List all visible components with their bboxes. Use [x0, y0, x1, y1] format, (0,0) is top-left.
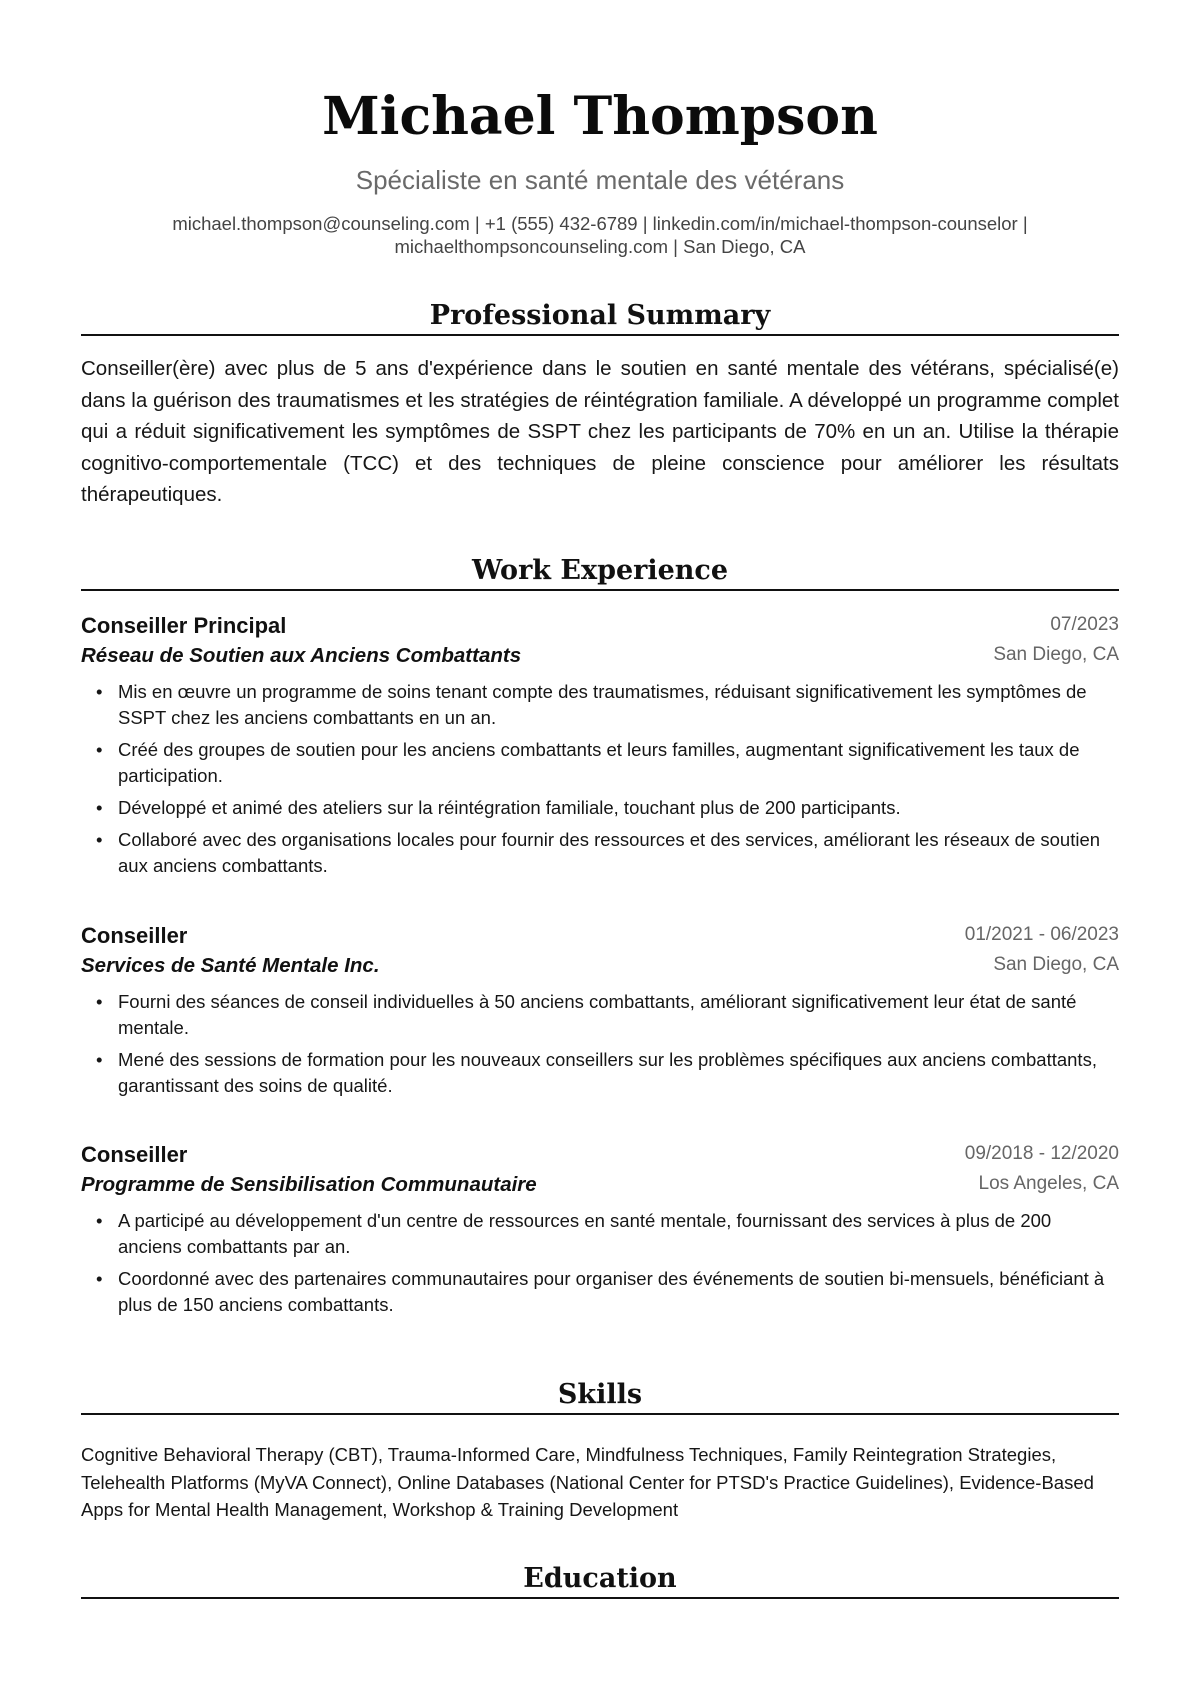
job-date: 07/2023: [1050, 614, 1119, 635]
candidate-title: Spécialiste en santé mentale des vétérans: [355, 165, 845, 195]
section-title-summary: Professional Summary: [81, 298, 1119, 336]
job-header: [81, 921, 1119, 981]
job-bullets: [81, 989, 1119, 1099]
contact-line-2: michaelthompsoncounseling.com | San Diego, CA: [394, 236, 806, 257]
job-company: Services de Santé Mentale Inc.: [81, 954, 380, 977]
section-title-education: Education: [81, 1561, 1119, 1599]
job-entry: [81, 921, 1119, 1105]
skills-text: Cognitive Behavioral Therapy (CBT), Trauma-Informed Care, Mindfulness Techniques, Family Reintegration Strategies, Telehealth Platforms (MyVA Connect), Online Databases (National Center for PTSD's Practice Guidelines), Evidence-Based Apps for Mental Health Management, Workshop & Training Development: [81, 1444, 1094, 1520]
job-header: [81, 1140, 1119, 1200]
job-bullet: • Collaboré avec des organisations locales pour fournir des ressources et des services, améliorant les réseaux de soutien aux anciens combattants.: [81, 827, 1119, 879]
section-title-experience: Work Experience: [81, 553, 1119, 591]
contact-info: [81, 212, 1119, 258]
job-date: 01/2021 - 06/2023: [964, 924, 1119, 945]
contact-line-1: michael.thompson@counseling.com | +1 (555) 432-6789 | linkedin.com/in/michael-thompson-counselor |: [172, 213, 1028, 234]
job-date: 09/2018 - 12/2020: [964, 1143, 1119, 1164]
job-bullet: • Coordonné avec des partenaires communautaires pour organiser des événements de soutien bi-mensuels, bénéficiant à plus de 150 anciens combattants.: [81, 1266, 1119, 1318]
section-title-skills: Skills: [81, 1377, 1119, 1415]
job-entry: [81, 1140, 1119, 1324]
job-bullet: • Développé et animé des ateliers sur la réintégration familiale, touchant plus de 200 participants.: [81, 795, 1119, 821]
job-bullet: • Créé des groupes de soutien pour les anciens combattants et leurs familles, augmentant significativement les taux de participation.: [81, 737, 1119, 789]
job-location: Los Angeles, CA: [978, 1173, 1119, 1194]
job-bullet: • Mené des sessions de formation pour les nouveaux conseillers sur les problèmes spécifiques aux anciens combattants, garantissant des soins de qualité.: [81, 1047, 1119, 1099]
job-bullet: • Mis en œuvre un programme de soins tenant compte des traumatismes, réduisant significativement les symptômes de SSPT chez les anciens combattants en un an.: [81, 679, 1119, 731]
candidate-name: Michael Thompson: [322, 86, 878, 147]
job-location: San Diego, CA: [993, 954, 1119, 975]
job-location: San Diego, CA: [993, 644, 1119, 665]
job-bullets: [81, 1208, 1119, 1318]
job-bullet: • A participé au développement d'un centre de ressources en santé mentale, fournissant des services à plus de 200 anciens combattants par an.: [81, 1208, 1119, 1260]
job-bullet: • Fourni des séances de conseil individuelles à 50 anciens combattants, améliorant significativement leur état de santé mentale.: [81, 989, 1119, 1041]
job-title: Conseiller Principal: [81, 613, 287, 638]
job-company: Programme de Sensibilisation Communautaire: [81, 1173, 537, 1196]
job-title: Conseiller: [81, 923, 188, 948]
job-bullets: [81, 679, 1119, 879]
job-entry: [81, 611, 1119, 885]
summary-text: Conseiller(ère) avec plus de 5 ans d'expérience dans le soutien en santé mentale des vétérans, spécialisé(e) dans la guérison des traumatismes et les stratégies de réintégration familiale. A développé un programme complet qui a réduit significativement les symptômes de SSPT chez les participants de 70% en un an. Utilise la thérapie cognitivo-comportementale (TCC) et des techniques de pleine conscience pour améliorer les résultats thérapeutiques.: [81, 357, 1119, 506]
job-header: [81, 611, 1119, 671]
job-title: Conseiller: [81, 1142, 188, 1167]
job-company: Réseau de Soutien aux Anciens Combattants: [81, 644, 522, 667]
